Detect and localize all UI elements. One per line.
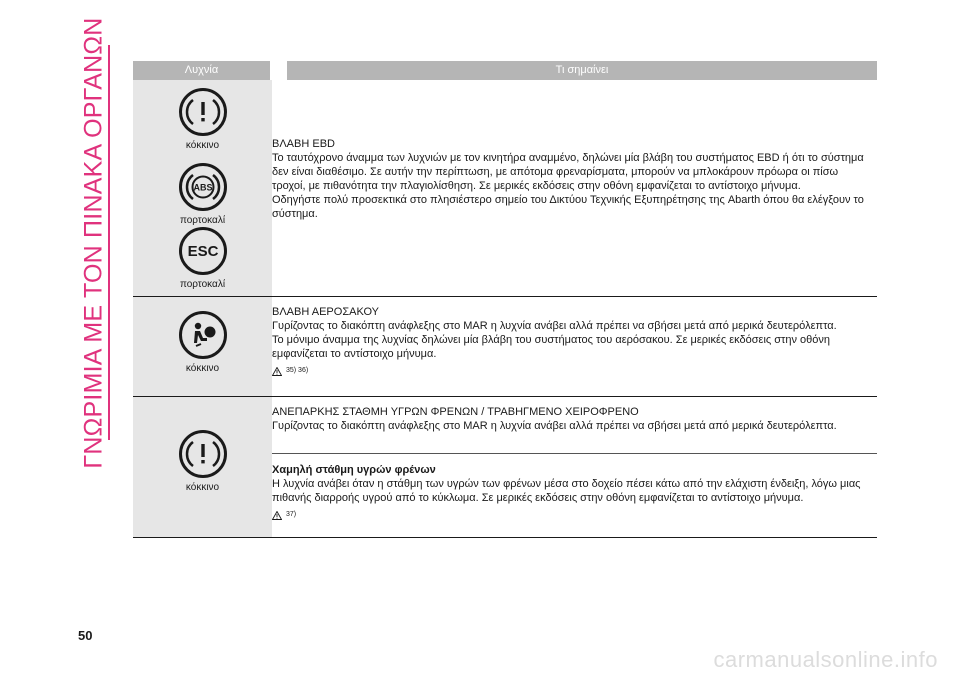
row-paragraph: Το μόνιμο άναμμα της λυχνίας δηλώνει μία βλάβη του συστήματος του αερόσακου. Σε μερικές εκδόσεις στην οθόνη εμφανίζεται το αντίστοιχο μήνυμα. <box>272 334 831 360</box>
chapter-title-text: ΓΝΩΡΙΜΙΑ ΜΕ ΤΟΝ ΠΙΝΑΚΑ ΟΡΓΑΝΩΝ <box>79 16 108 469</box>
row-paragraph: Το ταυτόχρονο άναμμα των λυχνιών με τον κινητήρα αναμμένο, δηλώνει μία βλάβη του συστήματος EBD ή ότι το σύστημα δεν είναι διαθέσιμο. Σε αυτήν την περίπτωση, με απότομα φρεναρίσματα, μπορούν να μπλοκάρουν πρόωρα οι πίσω τροχοί, με πιθανότητα την πλαγιολίσθηση. Σε μερικές εκδόσεις στην οθόνη εμφανίζεται το αντίστοιχο μήνυμα. <box>272 152 864 192</box>
airbag-icon <box>179 311 227 359</box>
row-brake-fluid-text <box>272 405 872 433</box>
table-bottom-rule <box>133 537 877 538</box>
sub-divider <box>272 453 877 454</box>
esc-icon <box>179 227 227 275</box>
row-airbag-text <box>272 305 872 378</box>
row-divider <box>133 396 877 397</box>
lamp-color-label: κόκκινο <box>185 140 220 151</box>
lamp-cell-airbag <box>133 311 272 374</box>
warning-triangle-icon <box>272 367 282 376</box>
chapter-rule <box>108 45 110 440</box>
sub-title: Χαμηλή στάθμη υγρών φρένων <box>272 464 436 476</box>
row-paragraph: Οδηγήστε πολύ προσεκτικά στο πλησιέστερο σημείο του Δικτύου Τεχνικής Εξυπηρέτησης της Abarth όπου θα ελέγξουν το σύστημα. <box>272 194 864 220</box>
header-meaning: Τι σημαίνει <box>287 61 877 80</box>
row-ebd-text <box>272 137 872 221</box>
exclamation-circle-icon <box>179 430 227 478</box>
row-title: ΑΝΕΠΑΡΚΗΣ ΣΤΑΘΜΗ ΥΓΡΩΝ ΦΡΕΝΩΝ / ΤΡΑΒΗΓΜΕΝΟ ΧΕΙΡΟΦΡΕΝΟ <box>272 406 639 418</box>
lamp-color-label: κόκκινο <box>185 482 220 493</box>
lamp-color-label: κόκκινο <box>185 363 220 374</box>
warning-reference <box>272 364 872 378</box>
page-number: 50 <box>78 628 93 643</box>
abs-icon <box>179 163 227 211</box>
lamp-color-label: πορτοκαλί <box>179 279 226 290</box>
warning-triangle-icon <box>272 511 282 520</box>
lamp-color-label: πορτοκαλί <box>179 215 226 226</box>
row-brake-fluid-sub <box>272 463 872 522</box>
row-divider <box>133 296 877 297</box>
watermark: carmanualsonline.info <box>713 647 938 672</box>
chapter-title <box>70 16 118 469</box>
row-title: ΒΛΑΒΗ ΑΕΡΟΣΑΚΟΥ <box>272 306 379 318</box>
sub-paragraph: Η λυχνία ανάβει όταν η στάθμη των υγρών των φρένων μέσα στο δοχείο πέσει κάτω από την ελάχιστη ένδειξη, λόγω μιας πιθανής διαρροής υγρού από το κύκλωμα. Σε μερικές εκδόσεις στην οθόνη εμφανίζεται το αντίστοιχο μήνυμα. <box>272 478 861 504</box>
lamp-cell-abs <box>133 163 272 226</box>
warning-refs: 35) 36) <box>286 367 309 374</box>
header-lamp: Λυχνία <box>133 61 270 80</box>
svg-text:ABS: ABS <box>192 182 213 193</box>
lamp-cell-esc <box>133 227 272 290</box>
svg-text:ESC: ESC <box>187 243 218 260</box>
warning-refs: 37) <box>286 511 297 518</box>
row-paragraph: Γυρίζοντας το διακόπτη ανάφλεξης στο MAR η λυχνία ανάβει αλλά πρέπει να σβήσει μετά από μερικά δευτερόλεπτα. <box>272 320 837 332</box>
exclamation-circle-icon <box>179 88 227 136</box>
row-title: ΒΛΑΒΗ EBD <box>272 138 335 150</box>
row-paragraph: Γυρίζοντας το διακόπτη ανάφλεξης στο MAR η λυχνία ανάβει αλλά πρέπει να σβήσει μετά από μερικά δευτερόλεπτα. <box>272 420 837 432</box>
lamp-cell-brake <box>133 88 272 151</box>
lamp-cell-brake-fluid <box>133 430 272 493</box>
warning-reference <box>272 508 872 522</box>
